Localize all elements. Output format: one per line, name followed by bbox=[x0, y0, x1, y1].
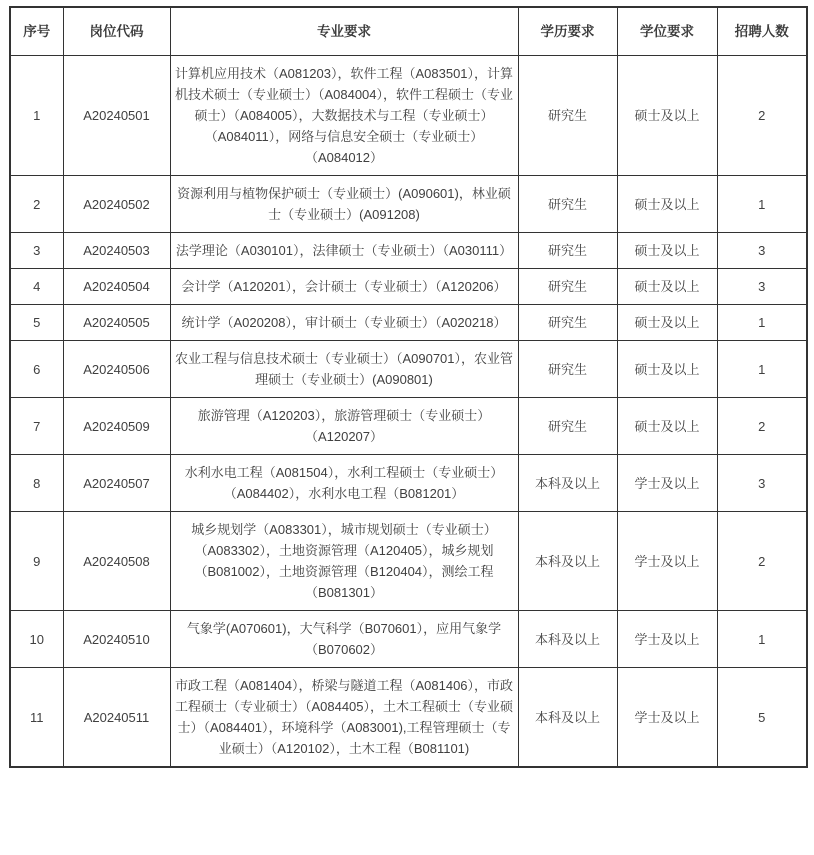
cell-education-requirement: 本科及以上 bbox=[518, 512, 617, 611]
cell-position-code: A20240507 bbox=[63, 455, 170, 512]
cell-degree-requirement: 硕士及以上 bbox=[617, 56, 717, 176]
cell-position-code: A20240511 bbox=[63, 668, 170, 768]
job-positions-table bbox=[9, 6, 808, 768]
cell-degree-requirement: 硕士及以上 bbox=[617, 176, 717, 233]
table-body bbox=[10, 56, 807, 768]
cell-education-requirement: 研究生 bbox=[518, 398, 617, 455]
cell-degree-requirement: 硕士及以上 bbox=[617, 269, 717, 305]
cell-recruit-count: 1 bbox=[717, 341, 807, 398]
cell-major-requirement: 农业工程与信息技术硕士（专业硕士）（A090701），农业管理硕士（专业硕士）(A090801) bbox=[170, 341, 518, 398]
cell-major-requirement: 法学理论（A030101），法律硕士（专业硕士）（A030111） bbox=[170, 233, 518, 269]
cell-serial-number: 10 bbox=[10, 611, 63, 668]
table-row bbox=[10, 176, 807, 233]
cell-recruit-count: 2 bbox=[717, 398, 807, 455]
cell-education-requirement: 研究生 bbox=[518, 341, 617, 398]
cell-degree-requirement: 硕士及以上 bbox=[617, 398, 717, 455]
cell-recruit-count: 1 bbox=[717, 305, 807, 341]
cell-serial-number: 6 bbox=[10, 341, 63, 398]
cell-degree-requirement: 学士及以上 bbox=[617, 668, 717, 768]
cell-education-requirement: 本科及以上 bbox=[518, 455, 617, 512]
cell-recruit-count: 1 bbox=[717, 176, 807, 233]
cell-position-code: A20240505 bbox=[63, 305, 170, 341]
table-row bbox=[10, 56, 807, 176]
cell-recruit-count: 1 bbox=[717, 611, 807, 668]
cell-major-requirement: 市政工程（A081404），桥梁与隧道工程（A081406），市政工程硕士（专业硕士）（A084405），土木工程硕士（专业硕士）（A084401），环境科学（A083001),工程管理硕士（专业硕士）（A120102），土木工程（B081101) bbox=[170, 668, 518, 768]
cell-position-code: A20240501 bbox=[63, 56, 170, 176]
table-row bbox=[10, 398, 807, 455]
cell-recruit-count: 3 bbox=[717, 269, 807, 305]
cell-serial-number: 4 bbox=[10, 269, 63, 305]
cell-major-requirement: 计算机应用技术（A081203），软件工程（A083501），计算机技术硕士（专业硕士）（A084004），软件工程硕士（专业硕士）（A084005），大数据技术与工程（专业硕士）（A084011），网络与信息安全硕士（专业硕士）（A084012） bbox=[170, 56, 518, 176]
cell-major-requirement: 旅游管理（A120203），旅游管理硕士（专业硕士）（A120207） bbox=[170, 398, 518, 455]
table-row bbox=[10, 455, 807, 512]
cell-position-code: A20240510 bbox=[63, 611, 170, 668]
cell-position-code: A20240502 bbox=[63, 176, 170, 233]
cell-serial-number: 5 bbox=[10, 305, 63, 341]
cell-recruit-count: 3 bbox=[717, 455, 807, 512]
cell-education-requirement: 研究生 bbox=[518, 56, 617, 176]
cell-recruit-count: 5 bbox=[717, 668, 807, 768]
cell-education-requirement: 研究生 bbox=[518, 233, 617, 269]
header-serial-number: 序号 bbox=[10, 7, 63, 56]
cell-degree-requirement: 学士及以上 bbox=[617, 455, 717, 512]
cell-degree-requirement: 学士及以上 bbox=[617, 512, 717, 611]
cell-serial-number: 3 bbox=[10, 233, 63, 269]
table-row bbox=[10, 305, 807, 341]
table-row bbox=[10, 512, 807, 611]
cell-serial-number: 2 bbox=[10, 176, 63, 233]
cell-position-code: A20240508 bbox=[63, 512, 170, 611]
cell-position-code: A20240503 bbox=[63, 233, 170, 269]
cell-position-code: A20240504 bbox=[63, 269, 170, 305]
cell-serial-number: 7 bbox=[10, 398, 63, 455]
cell-major-requirement: 城乡规划学（A083301），城市规划硕士（专业硕士）（A083302），土地资源管理（A120405），城乡规划（B081002），土地资源管理（B120404），测绘工程（B081301） bbox=[170, 512, 518, 611]
cell-major-requirement: 水利水电工程（A081504），水利工程硕士（专业硕士）（A084402），水利水电工程（B081201） bbox=[170, 455, 518, 512]
table-row bbox=[10, 233, 807, 269]
table-row bbox=[10, 668, 807, 768]
cell-degree-requirement: 硕士及以上 bbox=[617, 305, 717, 341]
table-header bbox=[10, 7, 807, 56]
cell-major-requirement: 资源利用与植物保护硕士（专业硕士）(A090601)，林业硕士（专业硕士）(A091208) bbox=[170, 176, 518, 233]
header-education-requirement: 学历要求 bbox=[518, 7, 617, 56]
cell-education-requirement: 本科及以上 bbox=[518, 668, 617, 768]
header-position-code: 岗位代码 bbox=[63, 7, 170, 56]
cell-serial-number: 1 bbox=[10, 56, 63, 176]
table-row bbox=[10, 269, 807, 305]
table-row bbox=[10, 341, 807, 398]
cell-education-requirement: 研究生 bbox=[518, 305, 617, 341]
cell-degree-requirement: 学士及以上 bbox=[617, 611, 717, 668]
cell-serial-number: 11 bbox=[10, 668, 63, 768]
header-recruit-count: 招聘人数 bbox=[717, 7, 807, 56]
cell-serial-number: 9 bbox=[10, 512, 63, 611]
cell-education-requirement: 研究生 bbox=[518, 176, 617, 233]
cell-degree-requirement: 硕士及以上 bbox=[617, 233, 717, 269]
cell-education-requirement: 本科及以上 bbox=[518, 611, 617, 668]
cell-recruit-count: 2 bbox=[717, 56, 807, 176]
cell-recruit-count: 3 bbox=[717, 233, 807, 269]
cell-serial-number: 8 bbox=[10, 455, 63, 512]
cell-major-requirement: 统计学（A020208），审计硕士（专业硕士）（A020218） bbox=[170, 305, 518, 341]
header-degree-requirement: 学位要求 bbox=[617, 7, 717, 56]
header-major-requirement: 专业要求 bbox=[170, 7, 518, 56]
cell-major-requirement: 气象学(A070601)，大气科学（B070601），应用气象学（B070602） bbox=[170, 611, 518, 668]
cell-recruit-count: 2 bbox=[717, 512, 807, 611]
cell-education-requirement: 研究生 bbox=[518, 269, 617, 305]
cell-degree-requirement: 硕士及以上 bbox=[617, 341, 717, 398]
cell-position-code: A20240509 bbox=[63, 398, 170, 455]
cell-major-requirement: 会计学（A120201），会计硕士（专业硕士）（A120206） bbox=[170, 269, 518, 305]
table-row bbox=[10, 611, 807, 668]
cell-position-code: A20240506 bbox=[63, 341, 170, 398]
header-row bbox=[10, 7, 807, 56]
